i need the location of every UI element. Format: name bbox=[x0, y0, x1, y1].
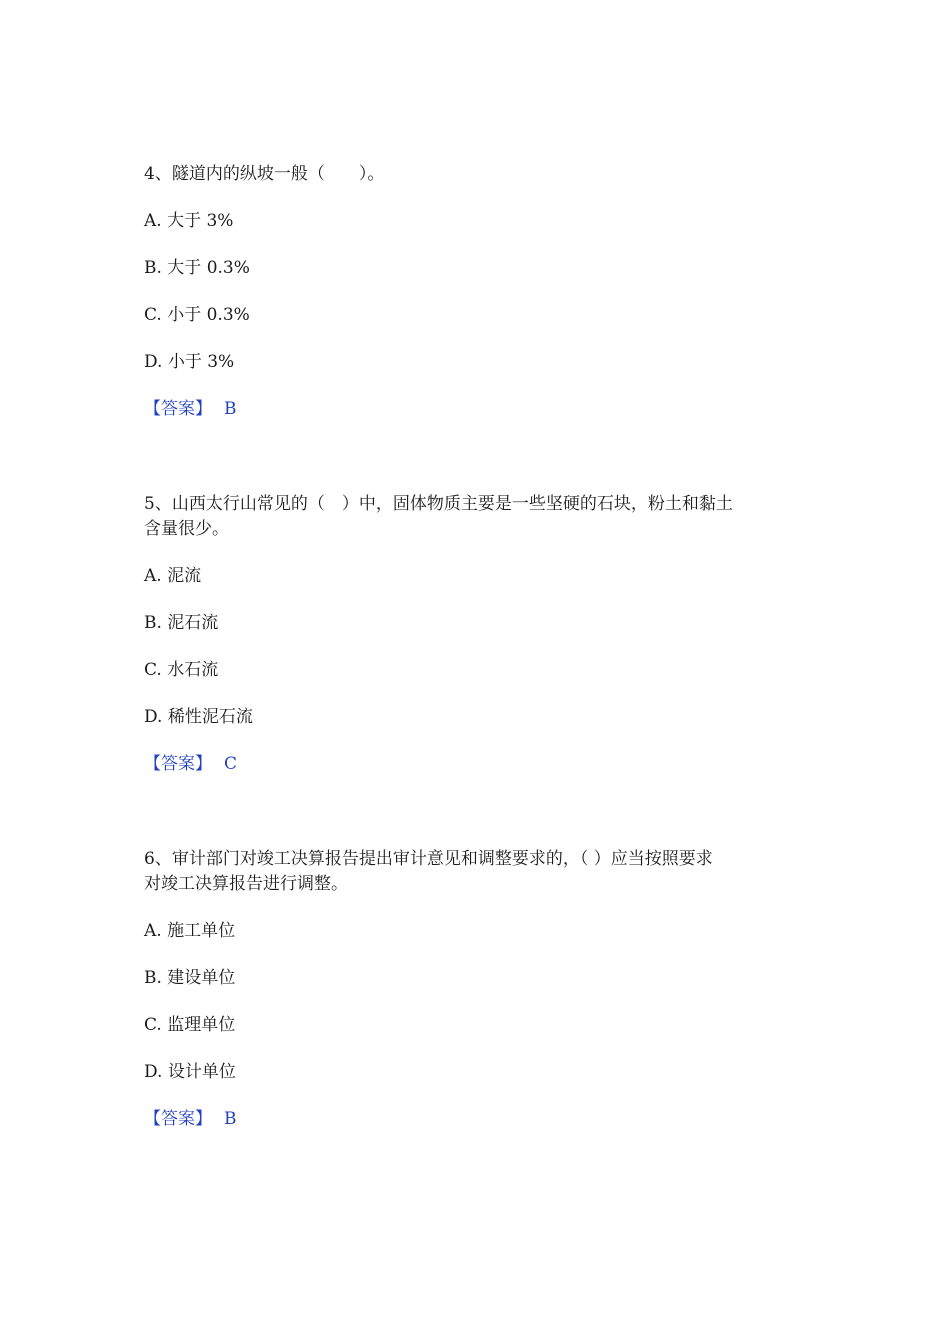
question-stem: 4、隧道内的纵坡一般（ ）。 bbox=[144, 164, 385, 184]
question-stem: 5、山西太行山常见的（ ）中，固体物质主要是一些坚硬的石块，粉土和黏土 bbox=[144, 494, 733, 514]
answer-label: 【答案】 bbox=[144, 399, 212, 419]
answer-row bbox=[144, 1109, 237, 1129]
option-d: D. 小于 3% bbox=[144, 352, 235, 372]
question-stem-continued: 对竣工决算报告进行调整。 bbox=[144, 874, 348, 894]
option-c: C. 监理单位 bbox=[144, 1015, 236, 1035]
answer-label: 【答案】 bbox=[144, 754, 212, 774]
option-c: C. 水石流 bbox=[144, 660, 219, 680]
answer-label: 【答案】 bbox=[144, 1109, 212, 1129]
answer-row bbox=[144, 754, 237, 774]
option-a: A. 施工单位 bbox=[144, 921, 236, 941]
option-a: A. 大于 3% bbox=[144, 211, 234, 231]
option-b: B. 泥石流 bbox=[144, 613, 219, 633]
option-a: A. 泥流 bbox=[144, 566, 202, 586]
option-d: D. 稀性泥石流 bbox=[144, 707, 253, 727]
option-b: B. 大于 0.3% bbox=[144, 258, 250, 278]
option-d: D. 设计单位 bbox=[144, 1062, 236, 1082]
answer-value: B bbox=[224, 1109, 237, 1129]
option-c: C. 小于 0.3% bbox=[144, 305, 250, 325]
answer-value: C bbox=[224, 754, 238, 774]
answer-value: B bbox=[224, 399, 237, 419]
question-stem-continued: 含量很少。 bbox=[144, 519, 229, 539]
answer-row bbox=[144, 399, 237, 419]
question-stem: 6、审计部门对竣工决算报告提出审计意见和调整要求的，（ ）应当按照要求 bbox=[144, 849, 713, 869]
option-b: B. 建设单位 bbox=[144, 968, 236, 988]
